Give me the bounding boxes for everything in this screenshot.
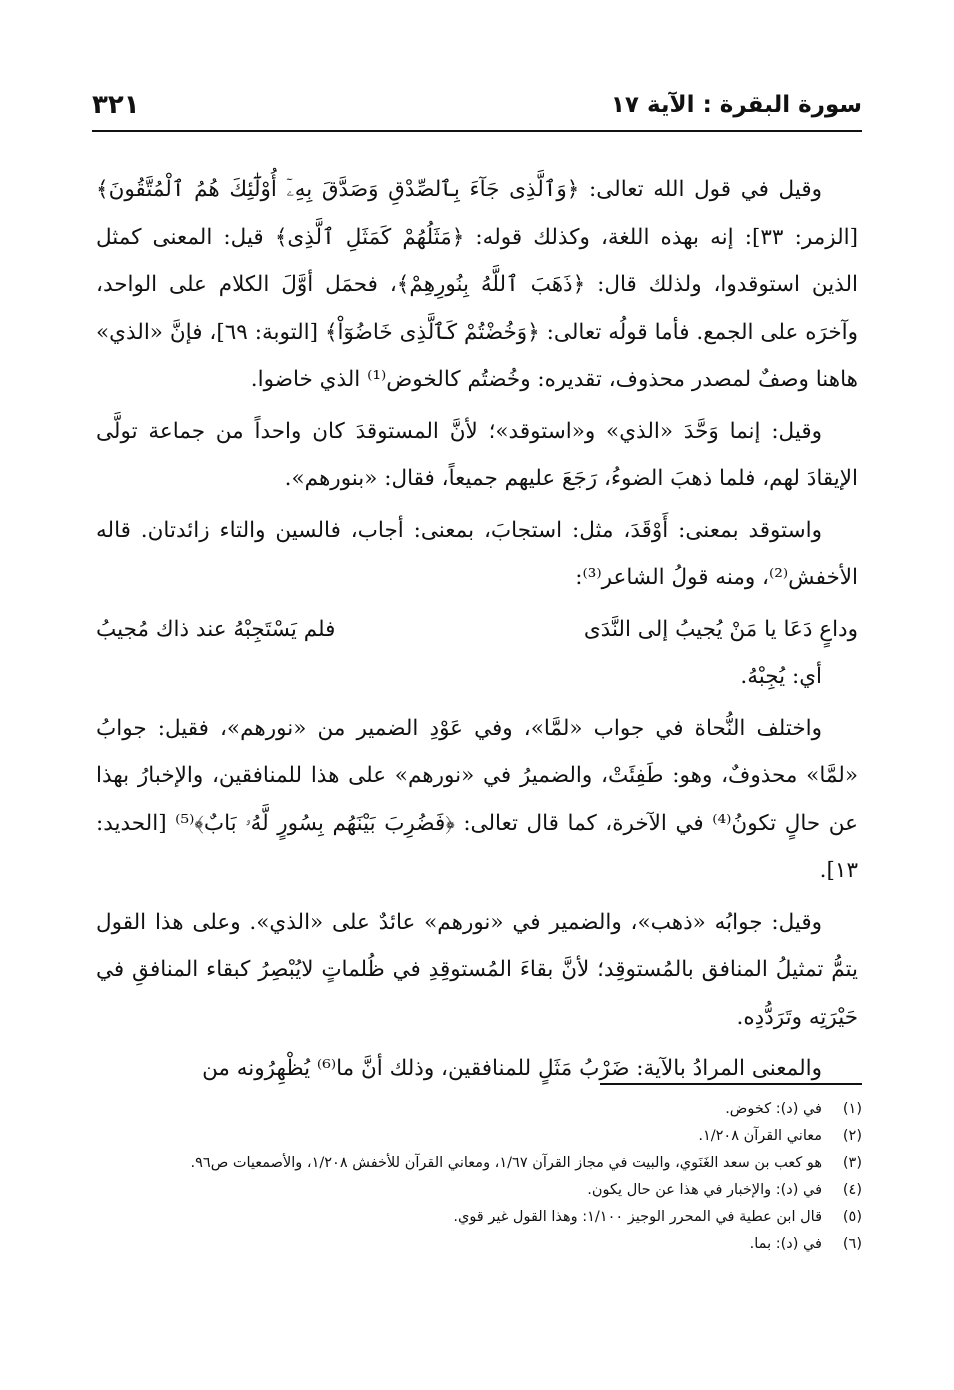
footnote-item [96, 1177, 862, 1204]
footnote-item [96, 1096, 862, 1123]
verse-right-hemistich: وداعٍ دَعَا يا مَنْ يُجيبُ إلى النَّدَى [583, 616, 858, 642]
footnote-number: (٣) [842, 1155, 862, 1171]
footnote-text: قال ابن عطية في المحرر الوجيز ١/١٠٠: وهذا القول غير قوي. [453, 1209, 822, 1225]
poetry-verse [96, 606, 858, 654]
verse-left-hemistich: فلم يَسْتَجِبْهُ عند ذاك مُجيبُ [96, 616, 336, 642]
main-text [96, 166, 858, 1097]
footnote-text: معاني القرآن ١/٢٠٨. [698, 1128, 822, 1144]
paragraph-5: وقيل: جوابُه «ذهب»، والضمير في «نورهم» عائدٌ على «الذي». وعلى هذا القول يتمُّ تمثيلُ المنافق بالمُستوقِد؛ لأنَّ بقاءَ المُستوقِدِ في ظُلماتٍ لايُبْصِرُ كبقاء المنافقِ في حَيْرَتِه وتَرَدُّدِه. [96, 909, 858, 1030]
paragraph-6: والمعنى المرادُ بالآية: ضَرْبُ مَثَلٍ للمنافقين، وذلك أنَّ ما⁽⁶⁾ يُظْهِرُونه من [202, 1056, 822, 1081]
footnote-text: في (د): كخوض. [725, 1101, 822, 1117]
paragraph-3: واستوقد بمعنى: أَوْقَدَ، مثل: استجابَ، بمعنى: أجاب، فالسين والتاء زائدتان. قاله الأخفش⁽²⁾، ومنه قولُ الشاعر⁽³⁾: [96, 517, 858, 590]
footnote-number: (٤) [842, 1182, 862, 1198]
footnote-divider [600, 1083, 862, 1085]
verse-gloss: أي: يُجِبْهُ. [740, 664, 822, 689]
footnote-item [96, 1231, 862, 1258]
paragraph-2: وقيل: إنما وَحَّدَ «الذي» و«استوقد»؛ لأنَّ المستوقدَ كان واحداً من جماعة تولَّى الإيقادَ لهم، فلما ذهبَ الضوءُ، رَجَعَ عليهم جميعاً، فقال: «بنورهم». [96, 418, 858, 491]
header-divider [92, 130, 862, 132]
footnote-text: هو كعب بن سعد الغَنَوي، والبيت في مجاز القرآن ١/٦٧، ومعاني القرآن للأخفش ١/٢٠٨، والأصمعيات ص٩٦. [190, 1155, 822, 1171]
footnote-number: (٦) [842, 1236, 862, 1252]
running-header [92, 92, 862, 128]
footnotes [96, 1096, 862, 1258]
footnote-item [96, 1150, 862, 1177]
paragraph-4: واختلف النُّحاة في جواب «لمَّا»، وفي عَوْدِ الضمير من «نورهم»، فقيل: جوابُ «لمَّا» محذوفٌ، وهو: طَفِئَتْ، والضميرُ في «نورهم» على هذا للمنافقين، والإخبارُ بهذا عن حالٍ تكونُ⁽⁴⁾ في الآخرة، كما قال تعالى: ﴿فَضُرِبَ بَيْنَهُم بِسُورٍ لَّهُۥ بَابٌ﴾⁽⁵⁾ [الحديد: ١٣]. [96, 715, 858, 883]
page-number: ٣٢١ [92, 90, 140, 120]
footnote-item [96, 1123, 862, 1150]
footnote-item [96, 1204, 862, 1231]
footnote-number: (٥) [842, 1209, 862, 1225]
footnote-number: (٢) [842, 1128, 862, 1144]
surah-title: سورة البقرة : الآية ١٧ [610, 92, 862, 118]
footnote-text: في (د): والإخبار في هذا عن حال يكون. [587, 1182, 822, 1198]
footnote-text: في (د): بما. [749, 1236, 822, 1252]
paragraph-1: وقيل في قول الله تعالى: ﴿وَٱلَّذِى جَآءَ بِٱلصِّدْقِ وَصَدَّقَ بِهِۦٓ أُوْلَٰٓئِكَ هُمُ ٱلْمُتَّقُونَ﴾ [الزمر: ٣٣]: إنه بهذه اللغة، وكذلك قوله: ﴿مَثَلُهُمْ كَمَثَلِ ٱلَّذِى﴾ قيل: المعنى كمثل الذين استوقدوا، ولذلك قال: ﴿ذَهَبَ ٱللَّهُ بِنُورِهِمْ﴾، فحمَل أوَّلَ الكلام على الواحد، وآخرَه على الجمع. فأما قولُه تعالى: ﴿وَخُضْتُمْ كَٱلَّذِى خَاضُوٓاْ﴾ [التوبة: ٦٩]، فإنَّ «الذي» هاهنا وصفٌ لمصدر محذوف، تقديره: وخُضتُم كالخوض⁽¹⁾ الذي خاضوا. [96, 177, 858, 392]
footnote-number: (١) [842, 1101, 862, 1117]
